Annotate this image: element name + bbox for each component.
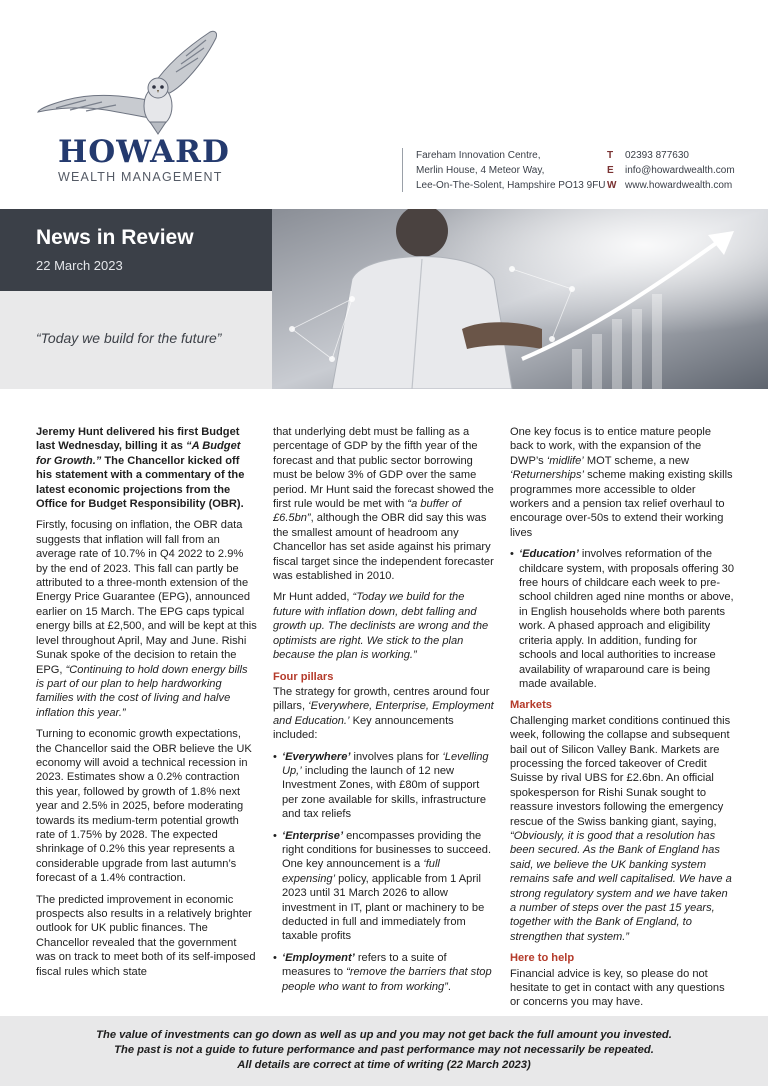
pillar-text: involves plans for — [350, 750, 443, 763]
contact-divider — [402, 148, 403, 192]
page-title: News in Review — [36, 226, 194, 249]
address-line: Lee-On-The-Solent, Hampshire PO13 9FU — [416, 180, 606, 191]
email-label: E — [607, 165, 614, 176]
issue-date: 22 March 2023 — [36, 258, 123, 273]
pillar-italic: ‘full expensing’ — [282, 858, 440, 885]
disclaimer-line: The past is not a guide to future performance and past performance may not necessarily be repeated. — [114, 1044, 654, 1056]
pillars-names: ‘Everywhere, Enterprise, Employment and Education.’ — [273, 700, 494, 727]
disclaimer-footer — [0, 1016, 768, 1086]
lead-paragraph — [36, 425, 258, 511]
address-line: Merlin House, 4 Meteor Way, — [416, 165, 545, 176]
pillar-italic: ‘Levelling Up,’ — [282, 750, 489, 777]
markets-paragraph — [510, 714, 736, 945]
feature-quote: “Today we build for the future” — [36, 330, 222, 346]
fiscal-text-end: , although the OBR did say this was the smallest amount of headroom any Chancellor has set aside against his primary fiscal target since the independent forecaster was established in 2010. — [273, 512, 494, 583]
lead-quote: “A Budget for Growth.” — [36, 440, 241, 467]
employment-text: MOT scheme, a new — [583, 454, 690, 467]
pillar-text-end: policy, applicable from 1 April 2023 until 31 March 2026 to allow investment in IT, plant or machinery to be deducted in full and immediately from taxable profits — [282, 872, 485, 943]
employment-italic: ‘midlife’ — [546, 454, 584, 467]
brand-subtitle: WEALTH MANAGEMENT — [58, 170, 223, 184]
office-address — [416, 148, 606, 193]
finances-paragraph: The predicted improvement in economic prospects also results in a relatively brighter outlook for UK public finances. The Chancellor revealed that the government was on track to meet both of its self-imposed fiscal rules which state — [36, 893, 256, 978]
fiscal-text: that underlying debt must be falling as a percentage of GDP by the fifth year of the forecast and that public sector borrowing must be below 3% of GDP over the same period. Mr Hunt said the forecast showed the first rule would be met with — [273, 426, 494, 511]
buffer-quote: “a buffer of £6.5bn” — [273, 498, 462, 525]
brand-name: HOWARD — [58, 134, 230, 170]
employment-text-end: scheme making existing skills programmes more accessible to older workers and a pension tax relief overhaul to encourage over-50s to extend their working lives — [510, 469, 733, 539]
pillar-text: involves reformation of the childcare system, with proposals offering 30 free hours of childcare each week to pre-school children aged nine months or above, in English households where both parents work. A phased approach and eligibility criteria apply. In addition, funding for schools and local authorities to increase availability of wraparound care is being made available. — [519, 548, 734, 690]
pillar-title: ‘Employment’ — [282, 951, 355, 964]
web-label: W — [607, 180, 617, 191]
pillar-text: encompasses providing the right conditions for businesses to succeed. One key announcement is a — [282, 829, 492, 871]
list-item — [273, 829, 495, 944]
pillar-text: refers to a suite of measures to — [282, 951, 447, 979]
employment-continued — [510, 425, 736, 540]
article-column-2 — [273, 425, 495, 1001]
pillars-paragraph — [273, 685, 495, 743]
phone-number: 02393 877630 — [625, 150, 689, 161]
employment-italic: ‘Returnerships’ — [510, 469, 584, 482]
pillar-text-end: . — [447, 980, 451, 993]
contact-labels — [607, 148, 616, 193]
phone-label: T — [607, 150, 614, 161]
help-paragraph: Financial advice is key, so please do not hesitate to get in contact with any questions or concerns you may have. — [510, 967, 725, 1009]
markets-text: Challenging market conditions continued this week, following the collapse and subsequent bail out of Silicon Valley Bank. Markets are processing the forced takeover of Credit Suisse by rival UBS for £2.6bn. An official spokesperson for Rishi Sunak sought to reassure investors following the emergency rescue of the Swiss banking giant, saying, — [510, 714, 731, 828]
contact-values — [625, 148, 735, 193]
hunt-quote: “Today we build for the future with inflation down, debt falling and growth up. The declinists are wrong and the optimists are right. We stick to the plan because the plan is working.” — [273, 591, 489, 662]
pillar-title: ‘Education’ — [519, 548, 579, 561]
inflation-paragraph — [36, 518, 258, 720]
hunt-text: Mr Hunt added, — [273, 591, 353, 604]
title-panel — [0, 209, 272, 291]
growth-paragraph: Turning to economic growth expectations, the Chancellor said the OBR believe the UK economy will avoid a technical recession in 2023. Estimates show a 0.2% contraction this year, followed by growth of 1.8% next year and 2.5% in 2025, before moderating towards its medium-term potential growth rate of 1.75% by 2028. The expected shrinkage of 0.2% this year represents a considerable upgrade from last autumn’s forecast of a 1.4% contraction. — [36, 728, 252, 885]
disclaimer-line: All details are correct at time of writing (22 March 2023) — [237, 1059, 531, 1071]
list-item — [510, 547, 736, 691]
pillar-title: ‘Enterprise’ — [282, 829, 344, 842]
inflation-text: Firstly, focusing on inflation, the OBR data suggests that inflation will fall from an average rate of 10.7% in Q4 2022 to 2.9% by the end of 2023. This fall can partly be attributed to a three-month extension of the Energy Price Guarantee (EPG), announced earlier on 15 March. The EPG caps typical energy bills at £2,500, and will be kept at this level throughout April, May and June. Rishi Sunak spoke of the decision to retain the EPG, — [36, 519, 257, 676]
pillars-list-continued — [510, 547, 736, 691]
growth-arrow-image — [272, 209, 768, 389]
lead-text-end: The Chancellor kicked off his statement with a commentary of the latest economic projections from the Office for Budget Responsibility (OBR). — [36, 454, 245, 511]
sunak-quote: “Continuing to hold down energy bills is part of our plan to help hardworking families with the cost of living and halve inflation this year.” — [36, 663, 248, 719]
pillars-list — [273, 750, 495, 995]
email-link[interactable]: info@howardwealth.com — [625, 165, 735, 176]
pillar-italic: “remove the barriers that stop people who want to from working” — [282, 966, 492, 993]
employment-text: One key focus is to entice mature people back to work, with the expansion of the DWP’s — [510, 426, 712, 467]
lead-text: Jeremy Hunt delivered his first Budget last Wednesday, billing it as — [36, 426, 240, 453]
section-heading: Four pillars — [273, 670, 334, 683]
section-heading: Markets — [510, 699, 552, 712]
address-line: Fareham Innovation Centre, — [416, 150, 541, 161]
section-heading: Here to help — [510, 952, 575, 965]
pillar-text-end: including the launch of 12 new Investment Zones, with £80m of support per zone available for skills, infrastructure and tax reliefs — [282, 764, 487, 821]
pillars-text: The strategy for growth, centres around four pillars, — [273, 685, 490, 713]
pillars-text-end: Key announcements included: — [273, 714, 454, 742]
article-column-1 — [36, 425, 258, 986]
list-item — [273, 951, 495, 994]
website-link[interactable]: www.howardwealth.com — [625, 180, 733, 191]
spokesperson-quote: “Obviously, it is good that a resolution has been secured. As the Bank of England has said, we believe the UK banking system remains safe and well capitalised. We have a strong regulatory system and we have taken a number of steps over the past 15 years, together with the Bank of England, to strengthen that system.” — [510, 829, 732, 943]
hunt-paragraph — [273, 590, 495, 662]
pillar-title: ‘Everywhere’ — [282, 750, 351, 763]
fiscal-paragraph — [273, 425, 495, 583]
list-item — [273, 750, 495, 822]
article-column-3 — [510, 425, 736, 1017]
disclaimer-line: The value of investments can go down as well as up and you may not get back the full amount you invested. — [96, 1029, 672, 1041]
